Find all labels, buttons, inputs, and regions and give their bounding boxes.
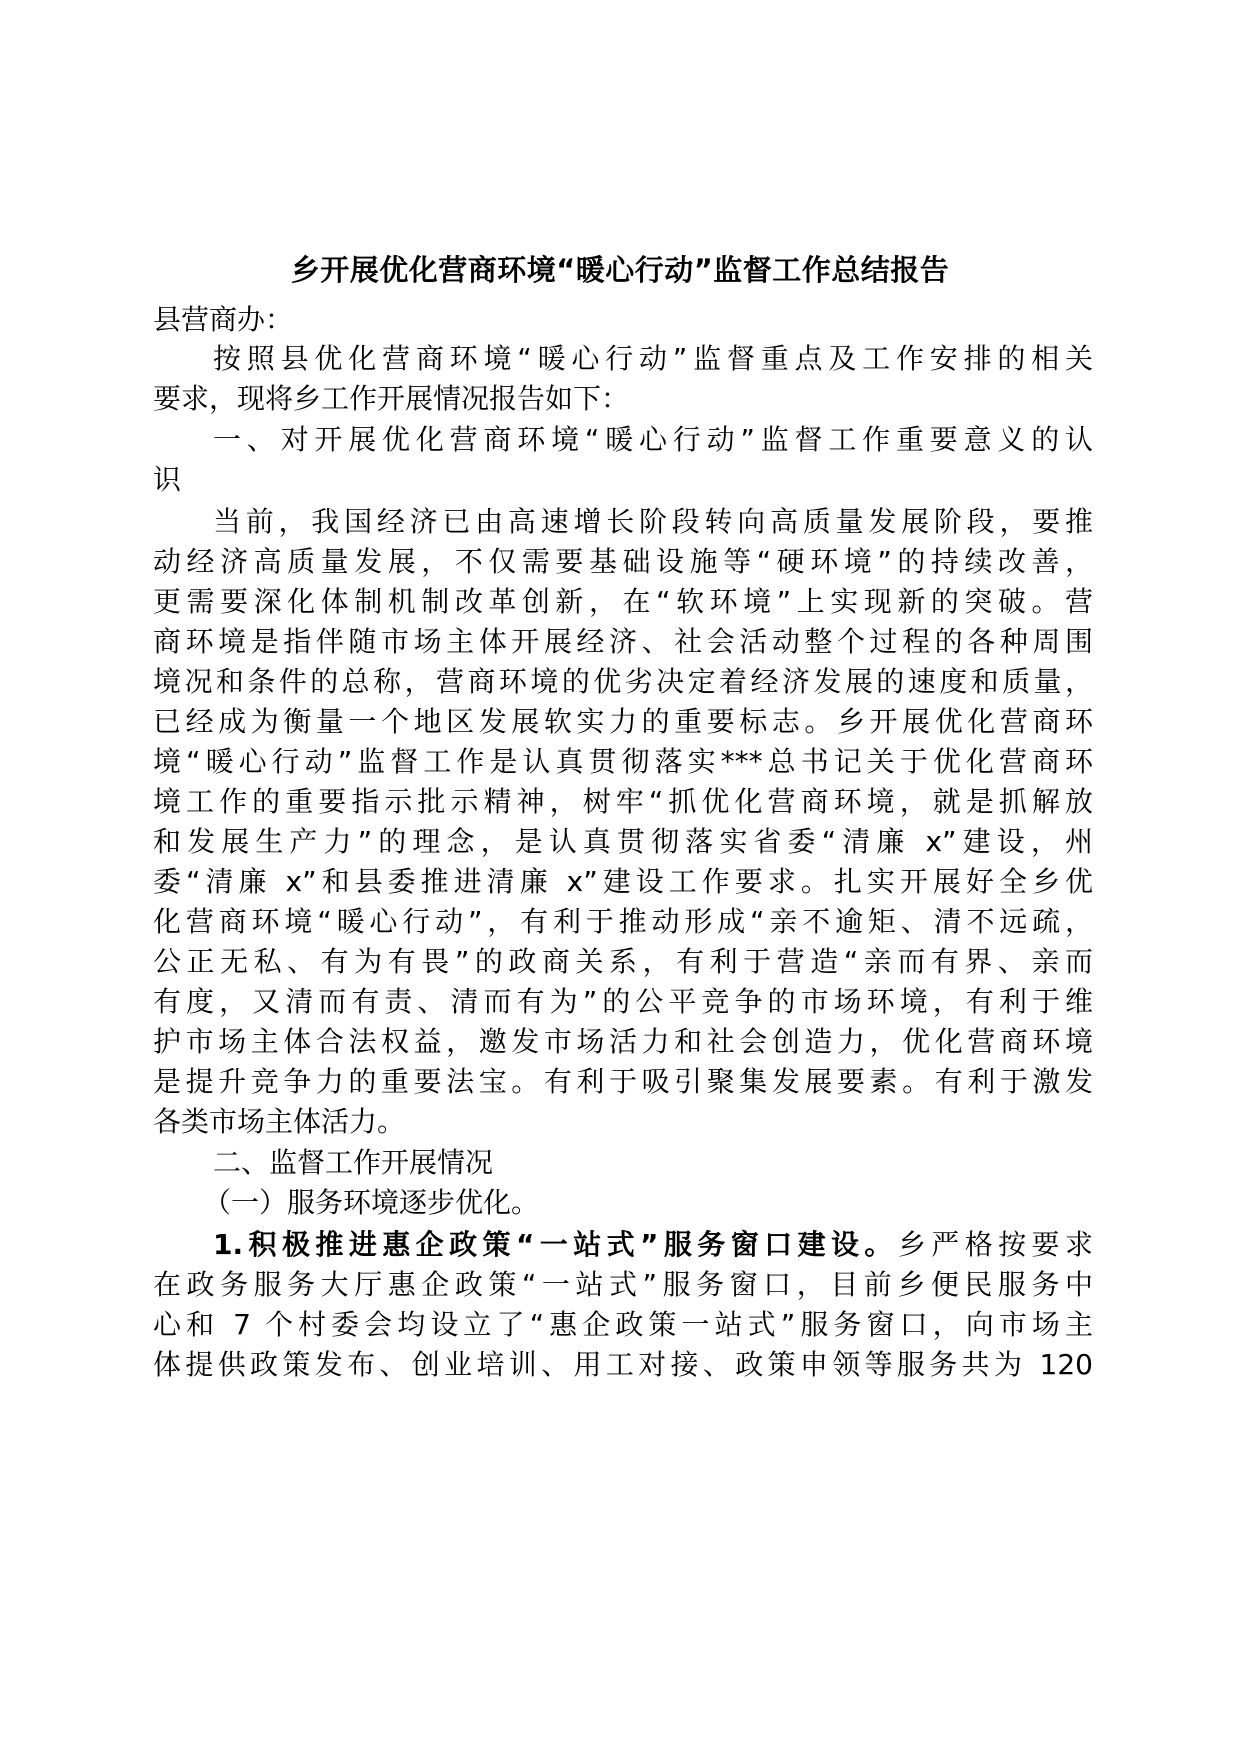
item-heading-1-text: 乡严格按要求 [897,1228,1093,1261]
paragraph-line [213,1225,1093,1265]
paragraph-line: 在政务服务大厅惠企政策“一站式”服务窗口，目前乡便民服务中 [153,1268,1093,1301]
paragraph-line: 和发展生产力”的理念，是认真贯彻落实省委“清廉 x”建设，州 [153,825,1093,858]
paragraph-line: 护市场主体合法权益，邀发市场活力和社会创造力，优化营商环境 [153,1025,1093,1058]
paragraph-line: 要求，现将乡工作开展情况报告如下： [153,382,630,415]
paragraph-line: 境况和条件的总称，营商环境的优劣决定着经济发展的速度和质量， [153,665,1093,698]
paragraph-line: 化营商环境“暖心行动”，有利于推动形成“亲不逾矩、清不远疏， [153,905,1093,938]
paragraph-line: 商环境是指伴随市场主体开展经济、社会活动整个过程的各种周围 [153,625,1093,658]
item-heading-1: 1.积极推进惠企政策“一站式”服务窗口建设。 [213,1228,898,1261]
paragraph-line: 体提供政策发布、创业培训、用工对接、政策申领等服务共为 120 [153,1348,1093,1381]
paragraph-line: 委“清廉 x”和县委推进清廉 x”建设工作要求。扎实开展好全乡优 [153,865,1093,898]
paragraph-line: 动经济高质量发展，不仅需要基础设施等“硬环境”的持续改善， [153,545,1093,578]
paragraph-line: 更需要深化体制机制改革创新，在“软环境”上实现新的突破。营 [153,585,1093,618]
paragraph-line: 是提升竞争力的重要法宝。有利于吸引聚集发展要素。有利于激发 [153,1065,1093,1098]
section-heading-1-cont: 识 [153,463,182,496]
section-heading-2: 二、监督工作开展情况 [213,1146,494,1179]
subsection-heading-1: （一）服务环境逐步优化。 [203,1186,540,1219]
paragraph-line: 境“暖心行动”监督工作是认真贯彻落实***总书记关于优化营商环 [153,745,1093,778]
paragraph-line: 当前，我国经济已由高速增长阶段转向高质量发展阶段，要推 [213,505,1093,538]
paragraph-line: 按照县优化营商环境“暖心行动”监督重点及工作安排的相关 [213,342,1093,375]
paragraph-line: 已经成为衡量一个地区发展软实力的重要标志。乡开展优化营商环 [153,705,1093,738]
section-heading-1: 一、对开展优化营商环境“暖心行动”监督工作重要意义的认 [213,423,1093,456]
document-title: 乡开展优化营商环境“暖心行动”监督工作总结报告 [290,253,950,287]
paragraph-line: 境工作的重要指示批示精神，树牢“抓优化营商环境，就是抓解放 [153,785,1093,818]
paragraph-line: 各类市场主体活力。 [153,1105,406,1138]
salutation: 县营商办： [153,303,294,336]
paragraph-line: 有度，又清而有责、清而有为”的公平竞争的市场环境，有利于维 [153,985,1093,1018]
paragraph-line: 心和 7 个村委会均设立了“惠企政策一站式”服务窗口，向市场主 [153,1308,1093,1341]
paragraph-line: 公正无私、有为有畏”的政商关系，有利于营造“亲而有界、亲而 [153,945,1093,978]
